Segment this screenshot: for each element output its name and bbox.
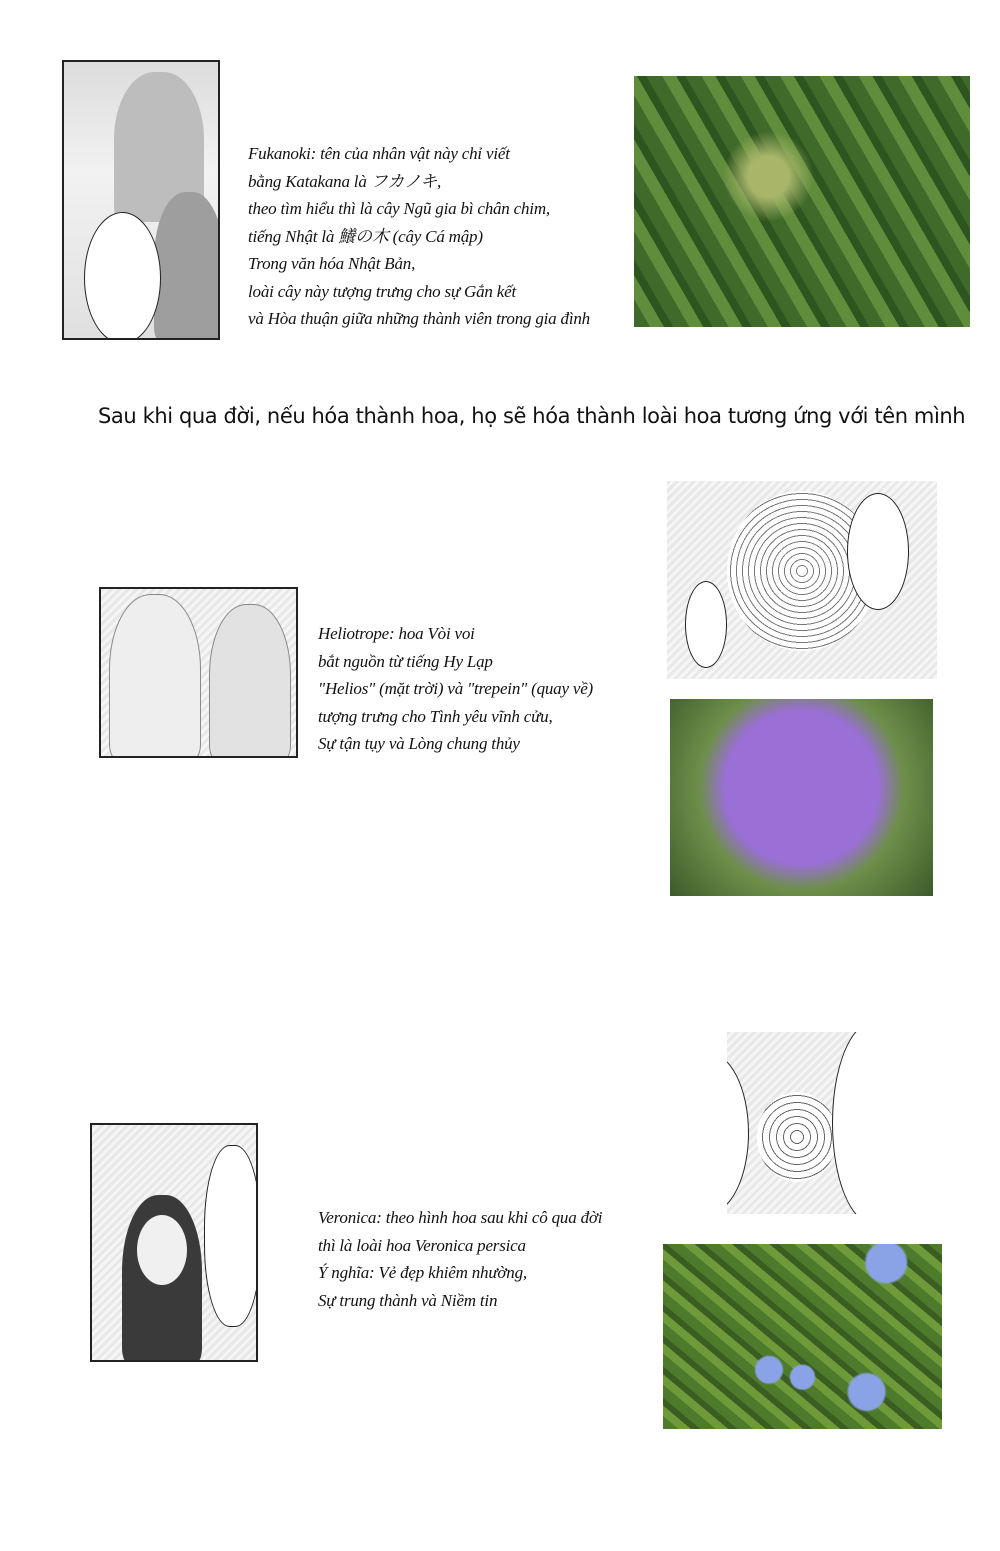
manga-panel-fukanoki <box>62 60 220 340</box>
note-line: Heliotrope: hoa Vòi voi <box>318 624 475 643</box>
speech-bubble <box>832 1032 877 1214</box>
veronica-photo <box>663 1244 942 1429</box>
note-line: Fukanoki: tên của nhân vật này chỉ viết <box>248 144 510 163</box>
heliotrope-photo <box>670 699 933 896</box>
speech-bubble <box>685 581 727 668</box>
note-line: tượng trưng cho Tình yêu vĩnh cửu, <box>318 706 553 726</box>
note-line: Trong văn hóa Nhật Bản, <box>248 254 416 273</box>
heliotrope-note <box>318 620 593 758</box>
note-line: và Hòa thuận giữa những thành viên trong gia đình <box>248 309 590 328</box>
manga-panel-veronica <box>90 1123 258 1362</box>
note-line: Sự trung thành và Niềm tin <box>318 1290 498 1310</box>
note-line: Ý nghĩa: Vẻ đẹp khiêm nhường, <box>318 1263 527 1282</box>
character-figure <box>209 604 291 758</box>
note-line: Sự tận tụy và Lòng chung thủy <box>318 734 520 753</box>
fukanoki-note <box>248 140 590 333</box>
note-line: tiếng Nhật là 鱶の木 (cây Cá mập) <box>248 226 483 246</box>
character-face <box>137 1215 187 1285</box>
speech-bubble <box>727 1052 749 1214</box>
speech-bubble <box>204 1145 258 1327</box>
note-line: bắt nguồn từ tiếng Hy Lạp <box>318 651 493 671</box>
note-line: "Helios" (mặt trời) và "trepein" (quay về) <box>318 679 594 698</box>
note-line: theo tìm hiểu thì là cây Ngũ gia bì chân chim, <box>248 199 550 218</box>
center-caption: Sau khi qua đời, nếu hóa thành hoa, họ sẽ hóa thành loài hoa tương ứng với tên mình <box>98 404 966 428</box>
note-line: thì là loài hoa Veronica persica <box>318 1235 526 1255</box>
note-line: Veronica: theo hình hoa sau khi cô qua đời <box>318 1208 603 1227</box>
speech-bubble <box>84 212 161 340</box>
manga-panel-heliotrope <box>99 587 298 758</box>
speech-bubble <box>847 493 909 610</box>
note-line: loài cây này tượng trưng cho sự Gắn kết <box>248 281 516 301</box>
veronica-note <box>318 1204 602 1314</box>
character-figure <box>154 192 220 340</box>
manga-panel-veronica-flower <box>727 1032 877 1214</box>
note-line: bằng Katakana là フカノキ, <box>248 171 442 191</box>
manga-panel-hydrangea <box>667 481 937 679</box>
flower-drawing <box>757 1092 837 1182</box>
schefflera-photo <box>634 76 970 327</box>
character-figure <box>109 594 201 758</box>
